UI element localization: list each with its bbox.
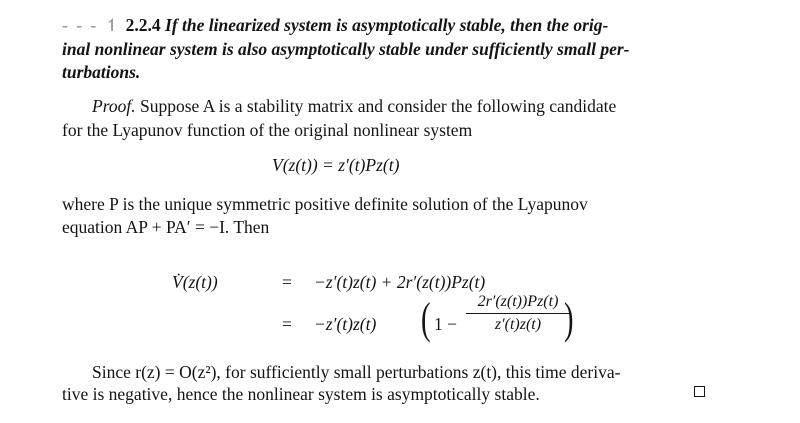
proof-line-1 <box>92 95 616 117</box>
derivative-lhs: V̇(z(t)) <box>172 272 218 292</box>
since-line-2: tive is negative, hence the nonlinear system is asymptotically stable. <box>62 384 540 404</box>
fraction-denominator: z′(t)z(t) <box>494 316 542 334</box>
qed-box-icon <box>694 386 705 397</box>
one-minus: 1 − <box>434 314 457 334</box>
equals-sign-2: = <box>282 314 292 334</box>
lyapunov-equation: V(z(t)) = z′(t)Pz(t) <box>272 155 400 175</box>
theorem-line-1 <box>62 14 608 36</box>
where-line-2: equation AP + PA′ = −I. Then <box>62 217 270 237</box>
derivative-rhs-1: −z′(t)z(t) + 2r′(z(t))Pz(t) <box>314 272 486 292</box>
proof-label: Proof. <box>92 96 136 116</box>
proof-line-2: for the Lyapunov function of the original nonlinear system <box>62 120 473 140</box>
derivative-rhs-2-prefix: −z′(t)z(t) <box>314 314 377 334</box>
theorem-text-1: If the linearized system is asymptotically stable, then the orig- <box>165 15 609 35</box>
since-line-1: Since r(z) = O(z²), for sufficiently small perturbations z(t), this time deriva- <box>92 362 621 382</box>
paren-close: ) <box>564 294 574 343</box>
fraction-bar <box>466 313 570 314</box>
paren-open: ( <box>421 294 431 343</box>
fraction <box>466 292 570 335</box>
theorem-label-faded: - - - ↿ <box>62 15 122 35</box>
where-line-1: where P is the unique symmetric positive definite solution of the Lyapunov <box>62 194 588 214</box>
equals-sign-1: = <box>282 272 292 292</box>
theorem-line-2: inal nonlinear system is also asymptotically stable under sufficiently small per- <box>62 39 630 59</box>
fraction-numerator: 2r′(z(t))Pz(t) <box>477 293 559 310</box>
theorem-number: 2.2.4 <box>125 15 161 35</box>
proof-text-1: Suppose A is a stability matrix and consider the following candidate <box>135 96 617 116</box>
theorem-line-3: turbations. <box>62 62 141 82</box>
